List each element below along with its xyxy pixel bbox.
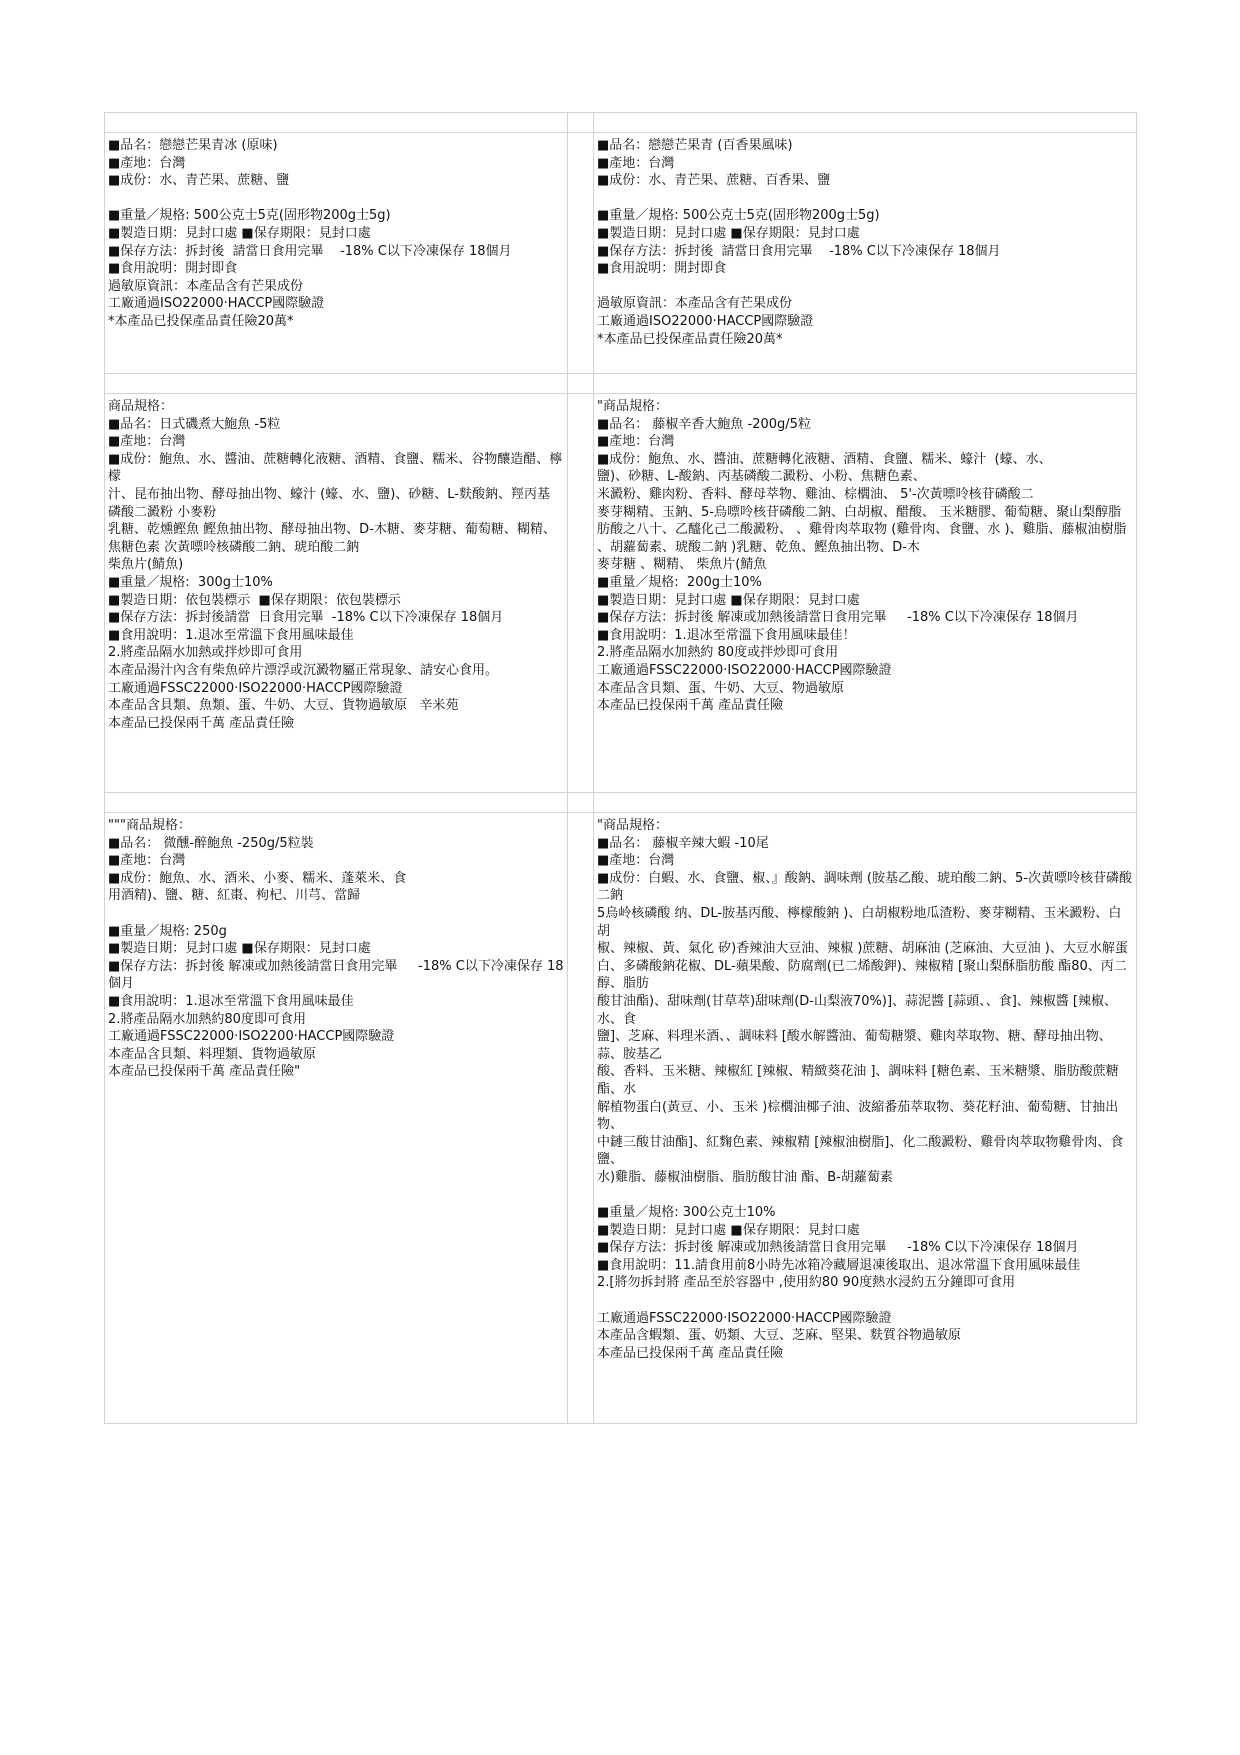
spacer-row — [105, 374, 1137, 394]
product-cell-spicy-shrimp: "商品規格： ■品名： 藤椒辛辣大蝦 -10尾 ■產地：台灣 ■成份：白蝦、水、食鹽、椒、』酸鈉、調味劑 (胺基乙酸、琥珀酸二鈉、5-次黃嘌呤核苷磷酸二鈉 5烏岭核磷酸 纳、DL-胺基丙酸、檸檬酸鈉 )、白胡椒粉地瓜渣粉、麥芽糊精、玉米澱粉、白胡 椒、辣椒、黃、氣化 矽)香辣油大豆油、辣椒 )蔗糖、胡麻油 (芝麻油、大豆油 )、大豆水解蛋 白、多磷酸鈉花椒、DL-蘋果酸、防腐劑(已二烯酸鉀)、辣椒精 [聚山梨酥脂肪酸 酯80、丙二醇、脂肪 酸甘油酯)、甜味劑(甘草萃)甜味劑(D-山梨液70%)]、蒜泥醬 [蒜頭、、食]、辣椒醬 [辣椒、水、食 鹽]、芝麻、料理米酒、、調味料 [酸水解醬油、葡萄糖漿、雞肉萃取物、糖、酵母抽出物、蒜、胺基乙 酸、香料、玉米糖、辣椒紅 [辣椒、精緻葵花油 ]、調味料 [糖色素、玉米糖漿、脂肪酸蔗糖酯、水 解植物蛋白(黃豆、小、玉米 )棕櫚油椰子油、波縮番茄萃取物、葵花籽油、葡萄糖、甘抽出物、 中鏈三酸甘油酯]、紅麴色素、辣椒精 [辣椒油樹脂]、化二酸澱粉、雞骨肉萃取物雞骨肉、食鹽、 水)雞脂、藤椒油樹脂、脂肪酸甘油 酯、B-胡蘿蔔素 ■重量／規格: 300公克士10% ■製造日期：見封口處 ■保存期限：見封口處 ■保存方法：拆封後 解凍或加熱後請當日食用完畢 -18% C以下冷凍保存 18個月 ■食用說明：11.請食用前8小時先冰箱冷藏層退凍後取出、退冰常溫下食用風味最佳 2.[將勿拆封將 產品至於容器中 ,使用約80 90度熱水浸約五分鐘即可食用 工廠通過FSSC22000‧ISO22000‧HACCP國際驗證 本產品含蝦類、蛋、奶類、大豆、芝麻、堅果、麩質谷物過敏原 本產品已投保兩千萬 產品責任險 — [594, 813, 1137, 1424]
gap-cell — [568, 813, 594, 1424]
product-cell-abalone-pepper: "商品規格： ■品名： 藤椒辛香大鮑魚 -200g/5粒 ■產地：台灣 ■成份：鮑魚、水、醬油、蔗糖轉化液糖、酒精、食鹽、糯米、蠔汁 (蠔、水、 鹽)、砂糖、L-酸鈉、丙基磷酸二澱粉、小粉、焦糖色素、 米澱粉、雞肉粉、香料、酵母萃物、雞油、棕櫚油、 5'-次黃嘌呤核苷磷酸二 麥芽糊精、玉鈉、5-烏嘌呤核苷磷酸二鈉、白胡椒、醋酸、 玉米糖膠、葡萄糖、聚山梨醇脂 肪酸之八十、乙醯化己二酸澱粉、 、雞骨肉萃取物 (雞骨肉、食鹽、水 )、雞脂、藤椒油樹脂 、胡蘿蔔素、琥酸二鈉 )乳糖、乾魚、鰹魚抽出物、D-木 麥芽糖 、糊精、 柴魚片(鯖魚 ■重量／規格: 200g士10% ■製造日期：見封口處 ■保存期限：見封口處 ■保存方法：拆封後 解凍或加熱後請當日食用完畢 -18% C以下冷凍保存 18個月 ■食用說明：1.退冰至常溫下食用風味最佳！ 2.將產品隔水加熱約 80度或拌炒即可食用 工廠通過FSSC22000‧ISO22000‧HACCP國際驗證 本產品含貝類、蛋、牛奶、大豆、物過敏原 本產品已投保兩千萬 產品責任險 — [594, 394, 1137, 793]
product-cell-abalone-isoni: 商品規格： ■品名：日式磯煮大鮑魚 -5粒 ■產地：台灣 ■成份：鮑魚、水、醬油、蔗糖轉化液糖、酒精、食鹽、糯米、谷物釀造醋、檸檬 汁、昆布抽出物、酵母抽出物、蠔汁 (蠔、水、鹽)、砂糖、L-麩酸鈉、羥丙基 磷酸二澱粉 小麥粉 乳糖、乾燻鰹魚 鰹魚抽出物、酵母抽出物、D-木糖、麥芽糖、葡萄糖、糊精、 焦糖色素 次黃嘌呤核磷酸二鈉、琥珀酸二鈉 柴魚片(鯖魚) ■重量／規格: 300g士10% ■製造日期：依包裝標示 ■保存期限：依包裝標示 ■保存方法：拆封後請當 日食用完畢 -18% C以下冷凍保存 18個月 ■食用說明：1.退冰至常溫下食用風味最佳 2.將產品隔水加熱或拌炒即可食用 本產品湯汁內含有柴魚碎片漂浮或沉澱物屬正常現象、請安心食用。 工廠通過FSSC22000‧ISO22000‧HACCP國際驗證 本產品含貝類、魚類、蛋、牛奶、大豆、貨物過敏原 辛米苑 本產品已投保兩千萬 產品責任險 — [105, 394, 568, 793]
product-cell-drunken-abalone: """商品規格： ■品名： 微醺-醉鮑魚 -250g/5粒裝 ■產地：台灣 ■成份：鮑魚、水、酒米、小麥、糯米、蓬萊米、食 用酒精)、鹽、糖、紅棗、枸杞、川芎、當歸 ■重量／規格: 250g ■製造日期：見封口處 ■保存期限：見封口處 ■保存方法：拆封後 解凍或加熱後請當日食用完畢 -18% C以下冷凍保存 18個月 ■食用說明：1.退冰至常溫下食用風味最佳 2.將產品隔水加熱約80度即可食用 工廠通過FSSC22000‧ISO2200‧HACCP國際驗證 本產品含貝類、料理類、貨物過敏原 本產品已投保兩千萬 產品責任險" — [105, 813, 568, 1424]
empty-cell — [105, 793, 568, 813]
product-cell-mango-original: ■品名：戀戀芒果青冰 (原味) ■產地：台灣 ■成份：水、青芒果、蔗糖、鹽 ■重量／規格: 500公克士5克(固形物200g士5g) ■製造日期：見封口處 ■保存期限：見封口處 ■保存方法：拆封後 請當日食用完畢 -18% C以下冷凍保存 18個月 ■食用說明：開封即食 過敏原資訊：本產品含有芒果成份 工廠通過ISO22000‧HACCP國際驗證 *本產品已投保產品責任險20萬* — [105, 133, 568, 374]
empty-cell — [594, 793, 1137, 813]
gap-cell — [568, 133, 594, 374]
empty-cell — [105, 374, 568, 394]
gap-cell — [568, 374, 594, 394]
product-row — [105, 813, 1137, 1424]
gap-cell — [568, 113, 594, 133]
product-row — [105, 394, 1137, 793]
product-row — [105, 133, 1137, 374]
gap-cell — [568, 793, 594, 813]
gap-cell — [568, 394, 594, 793]
spacer-row — [105, 793, 1137, 813]
empty-cell — [594, 374, 1137, 394]
spacer-row — [105, 113, 1137, 133]
product-cell-mango-passionfruit: ■品名：戀戀芒果青 (百香果風味) ■產地：台灣 ■成份：水、青芒果、蔗糖、百香果、鹽 ■重量／規格: 500公克士5克(固形物200g士5g) ■製造日期：見封口處 ■保存期限：見封口處 ■保存方法：拆封後 請當日食用完畢 -18% C以下冷凍保存 18個月 ■食用說明：開封即食 過敏原資訊：本產品含有芒果成份 工廠通過ISO22000‧HACCP國際驗證 *本產品已投保產品責任險20萬* — [594, 133, 1137, 374]
empty-cell — [594, 113, 1137, 133]
product-spec-sheet — [104, 112, 1137, 1424]
empty-cell — [105, 113, 568, 133]
